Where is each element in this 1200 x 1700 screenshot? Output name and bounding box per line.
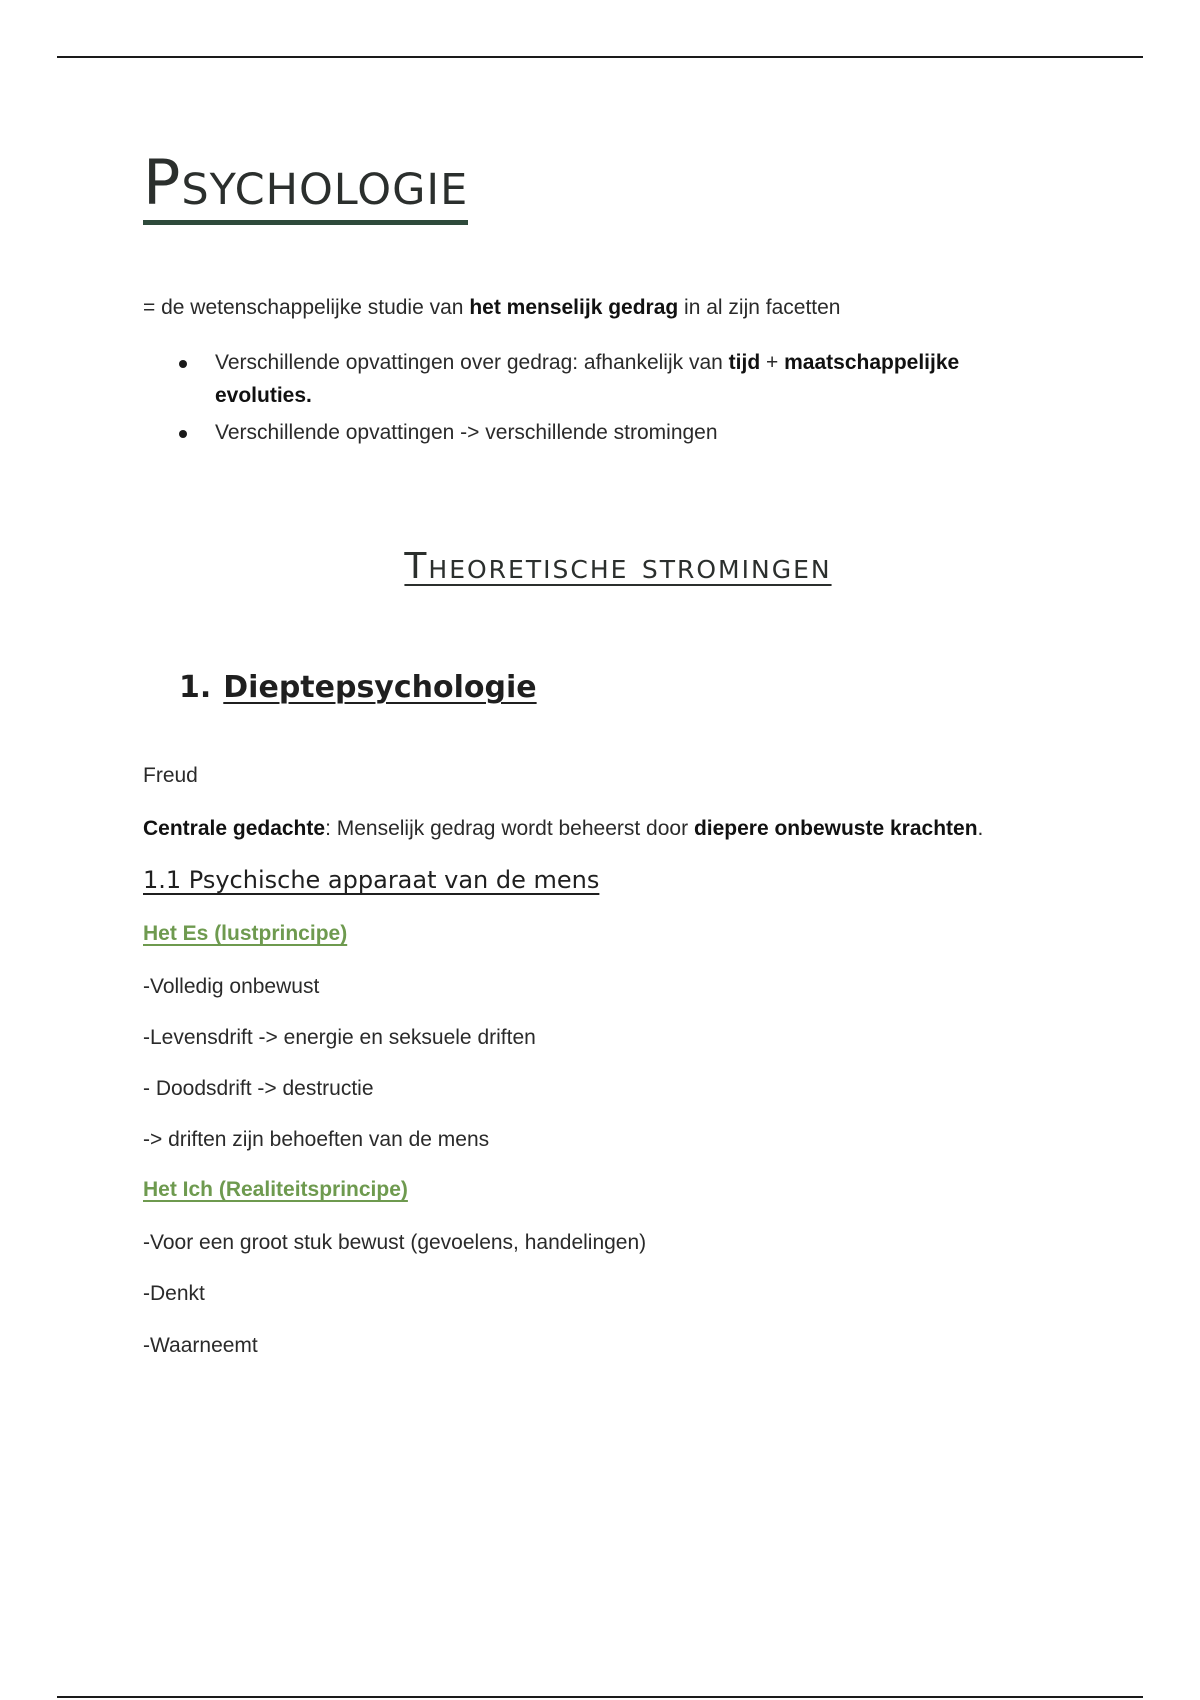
es-heading: Het Es (lustprincipe): [143, 922, 348, 945]
definition-prefix: = de wetenschappelijke studie van: [143, 296, 470, 319]
definition-bold: het menselijk gedrag: [469, 296, 679, 319]
definition: [143, 296, 840, 320]
list-item: [143, 416, 1043, 449]
es-line: -> driften zijn behoeften van de mens: [143, 1128, 490, 1151]
central-idea: [143, 817, 983, 841]
bullet-icon: [179, 360, 187, 368]
list-item: [143, 346, 1043, 412]
ich-line: -Waarneemt: [143, 1334, 258, 1357]
central-idea-bold: diepere onbewuste krachten: [693, 817, 978, 840]
ich-heading: Het Ich (Realiteitsprincipe): [143, 1178, 408, 1201]
bullet-text: Verschillende opvattingen -> verschillende stromingen: [215, 421, 718, 444]
es-line: -Volledig onbewust: [143, 975, 320, 998]
bullet-text: Verschillende opvattingen over gedrag: afhankelijk van: [215, 351, 729, 374]
subheading-number: 1.: [179, 670, 212, 705]
bullet-bold: maatschappelijke evoluties.: [215, 351, 960, 407]
section-heading: [143, 546, 1093, 587]
es-line: -Levensdrift -> energie en seksuele driften: [143, 1026, 536, 1049]
bullet-mid: +: [760, 351, 785, 374]
bullet-list: [143, 346, 1043, 453]
central-idea-text: : Menselijk gedrag wordt beheerst door: [325, 817, 694, 840]
page-title: Psychologie: [143, 152, 468, 225]
author-line: Freud: [143, 764, 198, 787]
es-line: - Doodsdrift -> destructie: [143, 1077, 374, 1100]
bullet-icon: [179, 430, 187, 438]
section-heading-text: Theoretische stromingen: [404, 546, 832, 587]
subheading: [179, 670, 537, 705]
sub-subheading: 1.1 Psychische apparaat van de mens: [143, 866, 600, 894]
central-idea-label: Centrale gedachte: [143, 817, 326, 840]
top-rule: [57, 56, 1143, 58]
central-idea-end: .: [977, 817, 984, 840]
ich-line: -Denkt: [143, 1282, 205, 1305]
ich-line: -Voor een groot stuk bewust (gevoelens, handelingen): [143, 1231, 647, 1254]
bullet-bold: tijd: [728, 351, 761, 374]
bottom-rule: [57, 1696, 1143, 1698]
subheading-label: Dieptepsychologie: [223, 670, 537, 705]
definition-suffix: in al zijn facetten: [678, 296, 841, 319]
